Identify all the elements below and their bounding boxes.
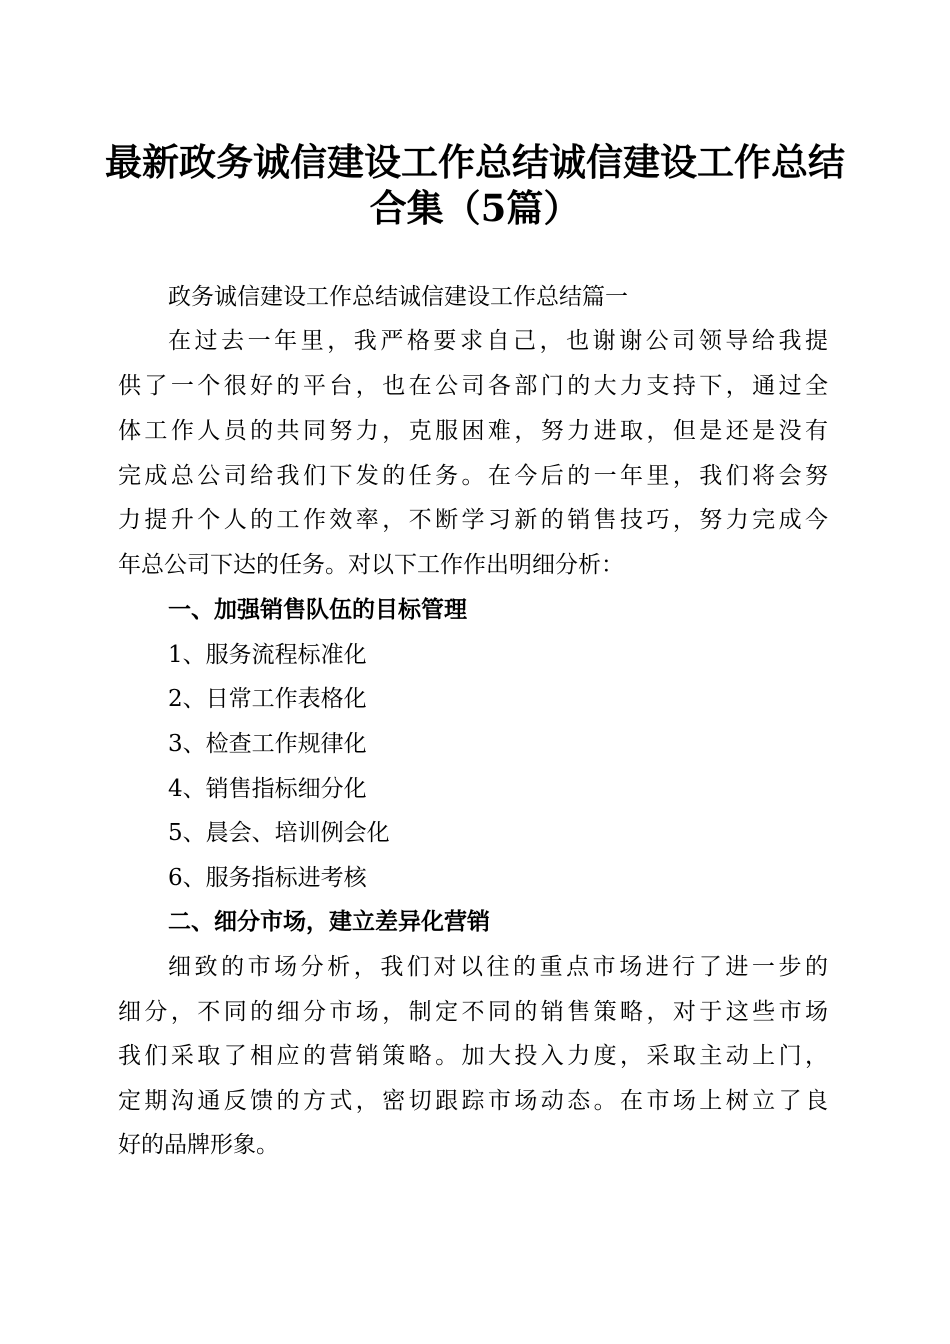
list-item: 4、销售指标细分化 bbox=[168, 776, 367, 802]
list-item: 1、服务流程标准化 bbox=[168, 642, 367, 668]
paragraph-1-line-2: 供了一个很好的平台，也在公司各部门的大力支持下，通过全 bbox=[118, 373, 828, 399]
section-title: 政务诚信建设工作总结诚信建设工作总结篇一 bbox=[168, 284, 628, 310]
paragraph-2-line-3: 我们采取了相应的营销策略。加大投入力度，采取主动上门， bbox=[118, 1043, 828, 1069]
paragraph-1-line-1: 在过去一年里，我严格要求自己，也谢谢公司领导给我提 bbox=[168, 328, 828, 354]
list-item: 5、晨会、培训例会化 bbox=[168, 820, 390, 846]
list-item: 6、服务指标进考核 bbox=[168, 865, 367, 891]
paragraph-1-line-3: 体工作人员的共同努力，克服困难，努力进取，但是还是没有 bbox=[118, 418, 828, 444]
list-item: 3、检查工作规律化 bbox=[168, 731, 367, 757]
document-title-line-2: 合集（5篇） bbox=[369, 186, 581, 230]
paragraph-1-line-6: 年总公司下达的任务。对以下工作作出明细分析： bbox=[118, 552, 624, 578]
paragraph-1-line-5: 力提升个人的工作效率，不断学习新的销售技巧，努力完成今 bbox=[118, 507, 828, 533]
heading-2: 二、细分市场，建立差异化营销 bbox=[168, 909, 490, 935]
paragraph-2-line-1: 细致的市场分析，我们对以往的重点市场进行了进一步的 bbox=[168, 954, 828, 980]
list-item: 2、日常工作表格化 bbox=[168, 686, 367, 712]
heading-1: 一、加强销售队伍的目标管理 bbox=[168, 597, 467, 623]
paragraph-2-line-2: 细分，不同的细分市场，制定不同的销售策略，对于这些市场 bbox=[118, 999, 828, 1025]
paragraph-1-line-4: 完成总公司给我们下发的任务。在今后的一年里，我们将会努 bbox=[118, 463, 828, 489]
paragraph-2-line-5: 好的品牌形象。 bbox=[118, 1132, 279, 1158]
paragraph-2-line-4: 定期沟通反馈的方式，密切跟踪市场动态。在市场上树立了良 bbox=[118, 1088, 828, 1114]
document-title-line-1: 最新政务诚信建设工作总结诚信建设工作总结 bbox=[105, 140, 845, 184]
